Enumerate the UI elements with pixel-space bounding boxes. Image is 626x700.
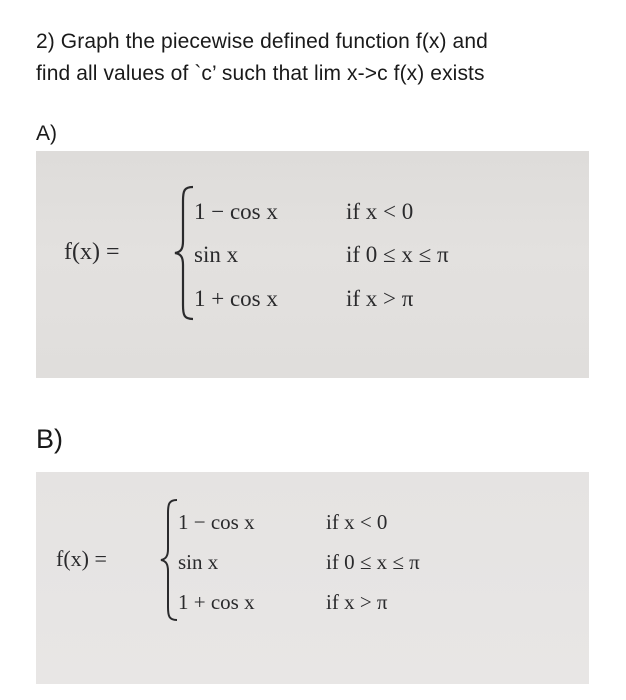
case-2-condition: if 0 ≤ x ≤ π	[346, 242, 449, 267]
case-2-expression: sin x	[178, 550, 219, 574]
part-a-equation-photo	[36, 151, 589, 378]
case-3-condition: if x > π	[346, 286, 414, 311]
function-lhs: f(x) =	[64, 239, 120, 265]
case-1-expression: 1 − cos x	[178, 510, 255, 534]
question-text	[36, 26, 596, 90]
case-3-expression: 1 + cos x	[194, 286, 278, 311]
case-2-expression: sin x	[194, 242, 239, 267]
function-lhs: f(x) =	[56, 546, 107, 571]
case-1-condition: if x < 0	[326, 510, 388, 534]
case-1-expression: 1 − cos x	[194, 199, 278, 224]
case-1-condition: if x < 0	[346, 199, 414, 224]
question-line-2: find all values of `c’ such that lim x->c f(x) exists	[36, 62, 485, 85]
part-a-label: A)	[36, 122, 57, 145]
case-2-condition: if 0 ≤ x ≤ π	[326, 550, 420, 574]
case-3-expression: 1 + cos x	[178, 590, 255, 614]
case-3-condition: if x > π	[326, 590, 388, 614]
part-b-label: B)	[36, 424, 63, 454]
left-brace	[159, 498, 179, 622]
part-b-equation-photo	[36, 472, 589, 684]
left-brace	[173, 185, 195, 321]
question-line-1: 2) Graph the piecewise defined function f(x) and	[36, 30, 488, 53]
